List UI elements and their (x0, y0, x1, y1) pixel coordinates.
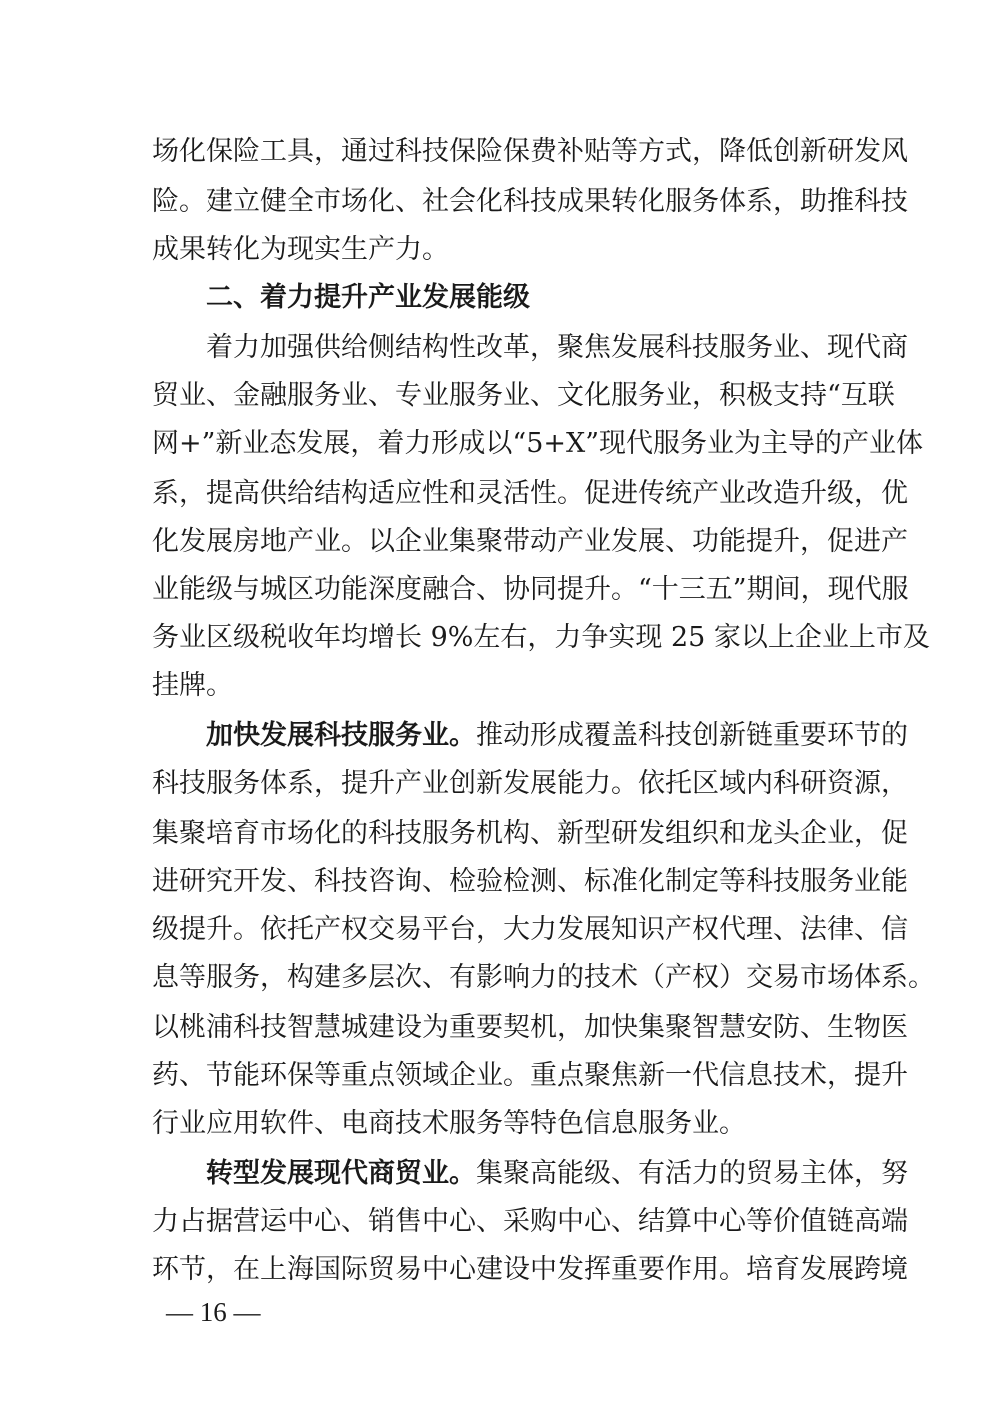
paragraph-3-lead: 加快发展科技服务业。 (206, 720, 476, 751)
paragraph-3-line-2: 科技服务体系，提升产业创新发展能力。依托区域内科研资源， (152, 768, 908, 799)
paragraph-4-line-3: 环节，在上海国际贸易中心建设中发挥重要作用。培育发展跨境 (152, 1254, 908, 1285)
paragraph-2-line-2: 贸业、金融服务业、专业服务业、文化服务业，积极支持“互联 (152, 380, 895, 411)
paragraph-1-line-1: 场化保险工具，通过科技保险保费补贴等方式，降低创新研发风 (152, 136, 908, 167)
paragraph-2-line-4: 系，提高供给结构适应性和灵活性。促进传统产业改造升级，优 (152, 478, 908, 509)
paragraph-3-line-5: 级提升。依托产权交易平台，大力发展知识产权代理、法律、信 (152, 914, 908, 945)
paragraph-3-line-9: 行业应用软件、电商技术服务等特色信息服务业。 (152, 1108, 746, 1139)
paragraph-4-line-2: 力占据营运中心、销售中心、采购中心、结算中心等价值链高端 (152, 1206, 908, 1237)
paragraph-4-lead: 转型发展现代商贸业。 (206, 1158, 476, 1189)
paragraph-3-line-7: 以桃浦科技智慧城建设为重要契机，加快集聚智慧安防、生物医 (152, 1012, 908, 1043)
paragraph-3-line-6: 息等服务，构建多层次、有影响力的技术（产权）交易市场体系。 (152, 962, 935, 993)
paragraph-4-line-1 (206, 1154, 908, 1194)
paragraph-3-line-1-text: 推动形成覆盖科技创新链重要环节的 (476, 720, 908, 751)
paragraph-3-line-1 (206, 716, 908, 756)
paragraph-2-line-3: 网+”新业态发展，着力形成以“5+X”现代服务业为主导的产业体 (152, 428, 924, 459)
section-heading: 二、着力提升产业发展能级 (206, 282, 530, 313)
paragraph-2-line-1: 着力加强供给侧结构性改革，聚焦发展科技服务业、现代商 (206, 332, 908, 363)
paragraph-2-line-8: 挂牌。 (152, 670, 233, 701)
paragraph-1-line-3: 成果转化为现实生产力。 (152, 234, 449, 265)
paragraph-2-line-7: 务业区级税收年均增长 9%左右，力争实现 25 家以上企业上市及 (152, 622, 930, 653)
paragraph-3-line-3: 集聚培育市场化的科技服务机构、新型研发组织和龙头企业，促 (152, 818, 908, 849)
paragraph-2-line-5: 化发展房地产业。以企业集聚带动产业发展、功能提升，促进产 (152, 526, 908, 557)
paragraph-4-line-1-text: 集聚高能级、有活力的贸易主体，努 (476, 1158, 908, 1189)
page-number: — 16 — (166, 1297, 261, 1327)
paragraph-3-line-4: 进研究开发、科技咨询、检验检测、标准化制定等科技服务业能 (152, 866, 908, 897)
paragraph-1-line-2: 险。建立健全市场化、社会化科技成果转化服务体系，助推科技 (152, 186, 908, 217)
paragraph-3-line-8: 药、节能环保等重点领域企业。重点聚焦新一代信息技术，提升 (152, 1060, 908, 1091)
paragraph-2-line-6: 业能级与城区功能深度融合、协同提升。“十三五”期间，现代服 (152, 574, 909, 605)
